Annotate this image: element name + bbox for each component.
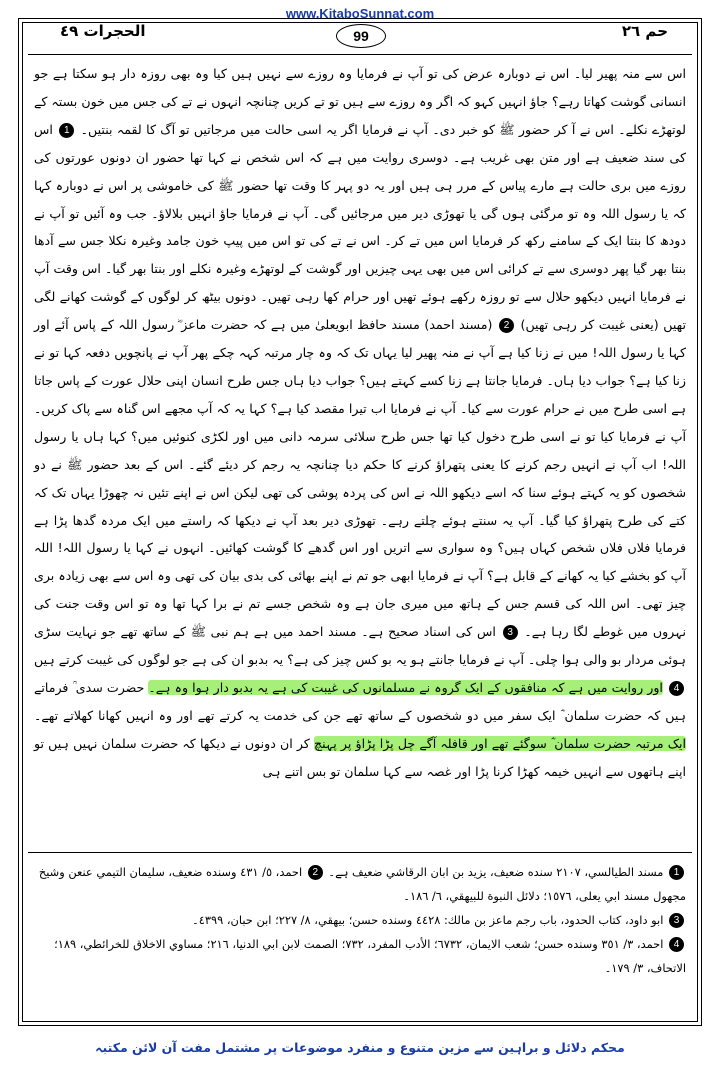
footnote-number: 3 [669,913,684,928]
footnote-text: احمد، ٥/ ٤٣١ وسنده ضعيف، سليمان التيمي عنعن وشيخ مجهول مسند ابي يعلى، ١٥٧٦؛ دلائل النبوة للبيهقي، ٦/ ١٨٦۔ [38,865,686,903]
text-run: حضرت سدی ؒ فرماتے ہیں کہ حضرت سلمان ؓ ایک سفر میں دو شخصوں کے ساتھ تھے جن کی خدمت یہ کرتے تھے اور وہ انہیں کھانا کھلاتے تھے۔ [34,679,686,723]
highlighted-text: اور روایت میں ہے کہ منافقوں کے ایک گروہ نے مسلمانوں کی غیبت کی ہے یہ بدبو دار ہوا وہ ہے۔ [148,679,663,695]
library-banner[interactable]: محکم دلائل و براہین سے مزین متنوع و منفرد موضوعات پر مشتمل مفت آن لائن مکتبہ [95,1040,625,1055]
highlighted-text: ایک مرتبہ حضرت سلمان ؓ سوگئے تھے اور قافلہ آگے چل پڑا پڑاؤ پر پہنچ [313,735,686,751]
text-run: کر ان دونوں نے دیکھا کہ حضرت سلمان نہیں ہیں تو اپنے ہاتھوں سے انہیں خیمہ کھڑا کرنا پڑا اور غصہ سے کہا سلمان تو بس اتنے ہی [34,735,686,779]
footnote-marker: 4 [669,681,684,696]
footnote-divider [28,852,692,853]
text-run: اس سے منہ پھیر لیا۔ اس نے دوبارہ عرض کی تو آپ نے فرمایا وہ روزے سے نہیں ہیں کیا وہ بھی روزہ دار ہو سکتا ہے جو انسانی گوشت کھاتا رہے؟ جاؤ انہیں کہو کہ اگر وہ روزے سے ہیں تو تے کریں چنانچہ انہوں نے تے کی جس میں خون بستہ کے لوتھڑے نکلے۔ اس نے آ کر حضور ﷺ کو خبر دی۔ آپ نے فرمایا اگر یہ اسی حالت میں مرجاتیں تو آگ کا لقمہ بنتیں۔ [34,66,686,137]
footnote-number: 2 [308,865,323,880]
site-url[interactable]: www.KitaboSunnat.com [285,6,435,21]
footnote-text: ابو داود، كتاب الحدود، باب رجم ماعز بن مالك: ٤٤٢٨ وسنده حسن؛ بيهقي، ٨/ ٢٢٧؛ ابن حبان، ٤٣٩٩۔ [192,913,664,927]
footnote-line [34,860,686,908]
footnote-marker: 3 [503,625,518,640]
footnote-text: مسند الطيالسي، ٢١٠٧ سنده ضعيف، يزيد بن ابان الرقاشي ضعيف ہے۔ [328,865,664,879]
footnote-number: 4 [669,937,684,952]
body-paragraph [34,60,686,786]
footnote-marker: 1 [59,123,74,138]
main-text [34,60,686,786]
footnote-marker: 2 [499,318,514,333]
surah-header-left: الحجرات ٤٩ [60,22,146,40]
footnote-line [34,908,686,932]
footnote-number: 1 [669,865,684,880]
footnote-line [34,932,686,980]
header-divider [28,54,692,55]
footnotes [34,860,686,980]
text-run: اس کی سند ضعیف ہے اور متن بھی غریب ہے۔ دوسری روایت میں ہے کہ اس شخص نے کہا تھا حضور ان دونوں عورتوں کی روزے میں بری حالت ہے مارے پیاس کے مرر ہی ہیں اور یہ دو پہر کا وقت تھا حضور ﷺ کی خاموشی پر اس نے دوبارہ کہا کہ یا رسول اللہ وہ تو مرگئی ہوں گی یا تھوڑی دیر میں مرجائیں گی۔ آپ نے فرمایا جاؤ انہیں بلالاؤ۔ جب وہ آئیں تو آپ نے دودھ کا بنتا ایک کے سامنے رکھ کر فرمایا اس میں تے کر۔ اس نے تے کی تو اس میں پیپ خون جامد وغیرہ نکلا جس سے آدھا بنتا بھر گیا پھر دوسری سے تے کرائی اس میں بھی یہی چیزیں اور گوشت کے لوتھڑے وغیرہ نکلے اور بنتا بھر گیا۔ اس وقت آپ نے فرمایا انہیں دیکھو حلال سے تو روزہ رکھے ہوئے تھیں اور حرام کھا رہی تھیں۔ دونوں بیٹھ کر لوگوں کے گوشت کھانے لگی تھیں (یعنی غیبت کر رہی تھیں) [34,121,686,333]
footnote-text: احمد، ٣/ ٣٥١ وسنده حسن؛ شعب الايمان، ٦٧٣٢؛ الأدب المفرد، ٧٣٢؛ الصمت لابن ابي الدنيا، ٢١٦؛ مساوي الاخلاق للخرائطي، ١٨٩؛ الاتحاف، ٣/ ١٧٩۔ [54,937,686,975]
text-run: اس کی اسناد صحیح ہے۔ مسند احمد میں ہے ہم نبی ﷺ کے ساتھ تھے جو نہایت سڑی ہوئی مردار بو والی ہوا چلی۔ آپ نے فرمایا جانتے ہو یہ بو کس چیز کی ہے؟ یہ بدبو ان کی ہے جو لوگوں کی غیبت کرتے ہیں [34,624,686,668]
text-run: (مسند احمد) مسند حافظ ابویعلیٰ میں ہے کہ حضرت ماعز ؓ رسول اللہ کے پاس آئے اور کہا یا رسول اللہ! میں نے زنا کیا ہے آپ نے منہ پھیر لیا یہاں تک کہ وہ چار مرتبہ کہہ چکے پھر آپ نے پانچویں دفعہ کہا تو نے زنا کیا ہے؟ جواب دیا ہاں۔ فرمایا جانتا ہے زنا کسے کہتے ہیں؟ جواب دیا ہاں جس طرح انسان اپنی حلال عورت کے پاس جاتا ہے اسی طرح میں نے حرام عورت سے کیا۔ آپ نے فرمایا اب تیرا مقصد کیا ہے؟ کہا یہ کہ آپ مجھے اس گناہ سے پاک کریں۔ آپ نے فرمایا کیا تو نے اسی طرح دخول کیا تھا جس طرح سلائی سرمہ دانی میں اور لکڑی کنوئیں میں؟ کہا ہاں یا رسول اللہ! اب آپ نے انہیں رجم کرنے کا یعنی پتھراؤ کرنے کا حکم دیا چنانچہ یہ رجم کر دیئے گئے۔ اس کے بعد حضور ﷺ نے دو شخصوں کو یہ کہتے ہوئے سنا کہ اسے دیکھو اللہ نے اس کی پردہ پوشی کی تھی لیکن اس نے اپنے تئیں نہ چھوڑا یہاں تک کہ کتے کی طرح پتھراؤ کیا گیا۔ آپ یہ سنتے ہوئے چلتے رہے۔ تھوڑی دیر بعد آپ نے دیکھا کہ راستے میں ایک مردہ گدھا پڑا ہے فرمایا فلاں فلاں شخص کہاں ہیں؟ وہ سواری سے اتریں اور اس گدھے کا گوشت کھائیں۔ انہوں نے کہا یا رسول اللہ! اللہ آپ کو بخشے کیا یہ کھانے کے قابل ہے؟ آپ نے فرمایا ابھی جو تم نے اپنے بھائی کی بدی بیان کی تھی وہ اس سے بھی زیادہ بری چیز تھی۔ اس اللہ کی قسم جس کے ہاتھ میں میری جان ہے وہ شخص جسے تم نے برا کہا تھا وہ تو اس وقت جنت کی نہروں میں غوطے لگا رہا ہے۔ [34,317,686,640]
surah-header-right: حم ٢٦ [621,22,668,40]
page-number: 99 [336,24,386,48]
